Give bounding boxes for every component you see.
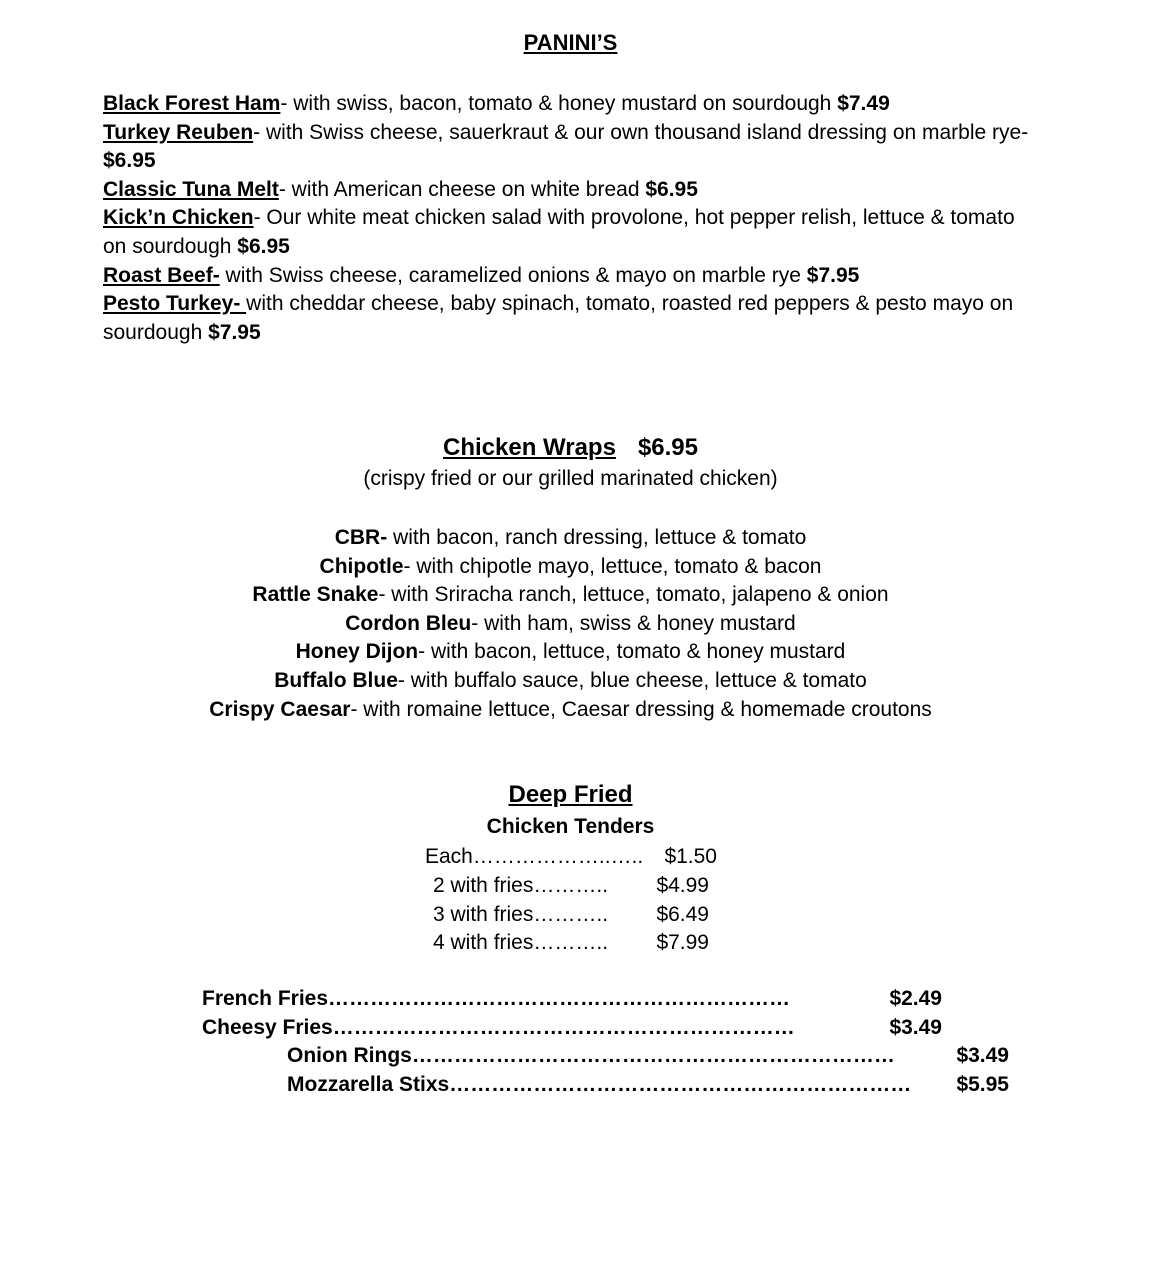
tender-label: Each………………..…..: [425, 845, 644, 868]
tender-row: [433, 901, 709, 930]
panini-item: [103, 119, 1033, 176]
wraps-price: $6.95: [637, 434, 698, 461]
side-label: French Fries…………………………………………………………: [202, 987, 791, 1010]
panini-desc: - with swiss, bacon, tomato & honey mustard on sourdough: [280, 92, 838, 115]
panini-item: [103, 90, 1033, 119]
wrap-name: Buffalo Blue: [274, 668, 398, 692]
side-row: [202, 1014, 942, 1043]
wrap-desc: - with buffalo sauce, blue cheese, lettuce & tomato: [397, 668, 867, 692]
panini-name: Turkey Reuben: [103, 120, 254, 144]
wrap-item: [0, 553, 1141, 582]
tenders-list: [425, 843, 717, 872]
sides-list: [287, 1042, 1009, 1099]
panini-price: $7.49: [837, 92, 890, 115]
wrap-desc: - with chipotle mayo, lettuce, tomato & bacon: [403, 554, 822, 578]
tender-row: [433, 872, 709, 901]
side-label: Onion Rings……………………………………………………………: [287, 1044, 895, 1067]
panini-name: Black Forest Ham: [103, 92, 281, 115]
tender-label: 4 with fries………..: [433, 931, 609, 955]
wrap-item: [0, 581, 1141, 610]
panini-item: [103, 204, 1033, 261]
wrap-item: [0, 638, 1141, 667]
side-price: $2.49: [889, 987, 942, 1010]
wrap-name: Crispy Caesar: [209, 697, 351, 721]
panini-desc: with cheddar cheese, baby spinach, tomato, roasted red peppers & pesto mayo on sourdough: [103, 292, 1014, 344]
side-price: $5.95: [956, 1072, 1009, 1096]
wrap-name: Rattle Snake: [252, 583, 379, 607]
wraps-title: Chicken Wraps: [442, 434, 616, 461]
side-row: [287, 1042, 1009, 1071]
side-label: Cheesy Fries…………………………………………………………: [202, 1015, 795, 1039]
wraps-heading: [0, 434, 1141, 462]
panini-price: $6.95: [645, 177, 698, 201]
wrap-item: [0, 696, 1141, 725]
tender-label: 3 with fries………..: [433, 902, 609, 926]
side-row: [202, 985, 942, 1014]
side-row: [287, 1071, 1009, 1100]
tender-price: $1.50: [664, 845, 717, 868]
deep-fried-title: Deep Fried: [508, 781, 633, 808]
panini-desc: - with Swiss cheese, sauerkraut & our own thousand island dressing on marble rye-: [253, 120, 1029, 144]
panini-name: Kick’n Chicken: [103, 206, 254, 230]
wrap-desc: with bacon, ranch dressing, lettuce & tomato: [387, 526, 807, 549]
tender-price: $6.49: [656, 902, 709, 926]
panini-name: Pesto Turkey-: [103, 292, 247, 316]
panini-price: $7.95: [208, 320, 261, 344]
panini-price: $7.95: [806, 263, 860, 287]
tender-row: [433, 929, 709, 958]
wrap-desc: - with Sriracha ranch, lettuce, tomato, jalapeno & onion: [378, 583, 889, 607]
wrap-item: [0, 524, 1141, 553]
wrap-desc: - with ham, swiss & honey mustard: [471, 611, 796, 635]
side-price: $3.49: [956, 1044, 1009, 1067]
wrap-item: [0, 667, 1141, 696]
panini-name: Roast Beef-: [103, 263, 220, 287]
panini-name: Classic Tuna Melt: [103, 177, 279, 201]
wrap-item: [0, 610, 1141, 639]
tender-price: $4.99: [656, 874, 709, 897]
paninis-list: [103, 90, 1033, 347]
wraps-list: [0, 524, 1141, 724]
wraps-subtitle: (crispy fried or our grilled marinated chicken): [363, 467, 778, 490]
chicken-tenders-subtitle: Chicken Tenders: [486, 815, 655, 838]
wrap-name: Chipotle: [319, 554, 404, 578]
paninis-title: PANINI’S: [523, 30, 618, 55]
panini-item: [103, 290, 1033, 347]
tender-price: $7.99: [656, 931, 709, 955]
panini-item: [103, 176, 1033, 205]
tender-label: 2 with fries………..: [433, 874, 609, 897]
panini-desc: - with American cheese on white bread: [278, 177, 646, 201]
wrap-desc: - with romaine lettuce, Caesar dressing & homemade croutons: [350, 697, 932, 721]
panini-desc: - Our white meat chicken salad with provolone, hot pepper relish, lettuce & tomato on sourdough: [103, 206, 1015, 258]
panini-item: [103, 262, 1033, 291]
tenders-list: [433, 872, 709, 958]
panini-desc: with Swiss cheese, caramelized onions & mayo on marble rye: [219, 263, 807, 287]
tender-row: [425, 843, 717, 872]
wrap-name: Honey Dijon: [295, 640, 419, 664]
side-price: $3.49: [889, 1015, 942, 1039]
wrap-name: CBR-: [334, 526, 388, 549]
wrap-desc: - with bacon, lettuce, tomato & honey mustard: [418, 640, 846, 664]
side-label: Mozzarella Stixs…………………………………………………………: [287, 1072, 912, 1096]
panini-price: $6.95: [237, 234, 290, 258]
panini-price: $6.95: [103, 149, 156, 173]
sides-list: [202, 985, 942, 1042]
wrap-name: Cordon Bleu: [345, 611, 472, 635]
